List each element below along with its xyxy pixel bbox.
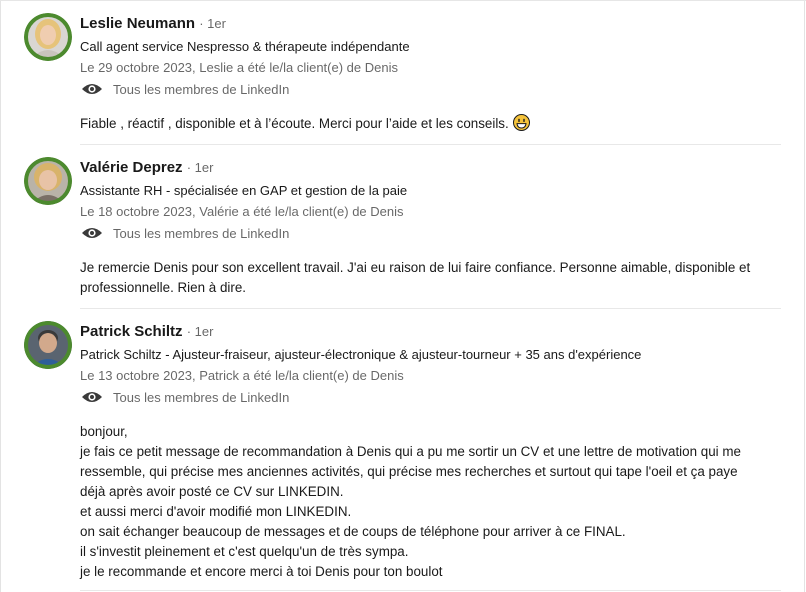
avatar[interactable] (24, 13, 72, 61)
item-divider (80, 308, 781, 309)
item-divider (80, 144, 781, 145)
visibility-label: Tous les membres de LinkedIn (113, 81, 290, 97)
visibility-label: Tous les membres de LinkedIn (113, 225, 290, 241)
avatar[interactable] (24, 157, 72, 205)
connection-degree: · 1er (186, 160, 214, 175)
member-headline: Call agent service Nespresso & thérapeute indépendante (80, 39, 410, 54)
member-headline: Patrick Schiltz - Ajusteur-fraiseur, ajusteur-électronique & ajusteur-tourneur + 35 ans d'expérience (80, 347, 642, 362)
avatar[interactable] (24, 321, 72, 369)
top-divider (0, 0, 806, 1)
item-divider (80, 590, 781, 591)
visibility-info (80, 223, 289, 243)
member-name[interactable]: Patrick Schiltz · 1er (80, 323, 214, 340)
recommendation-text: bonjour, je fais ce petit message de recommandation à Denis qui a pu me sortir un CV et une lettre de motivation qui me ressemble, qui précise mes anciennes activités, qui précise mes recherches et surtout qui tape l'oeil et ça paye déjà après avoir posté ce CV sur LINKEDIN. et aussi merci d'avoir modifié mon LINKEDIN. on sait échanger beaucoup de messages et de coups de téléphone pour arriver à ce FINAL. il s'investit pleinement et c'est quelqu'un de très sympa. je le recommande et encore merci à toi Denis pour ton boulot (80, 424, 741, 579)
eye-icon (80, 79, 104, 99)
recommendation-date: Le 29 octobre 2023, Leslie a été le/la client(e) de Denis (80, 60, 398, 75)
visibility-info (80, 79, 289, 99)
connection-degree: · 1er (186, 324, 214, 339)
recommendation-date: Le 18 octobre 2023, Valérie a été le/la client(e) de Denis (80, 204, 404, 219)
recommendation-date: Le 13 octobre 2023, Patrick a été le/la client(e) de Denis (80, 368, 404, 383)
member-name[interactable]: Leslie Neumann · 1er (80, 15, 226, 32)
visibility-label: Tous les membres de LinkedIn (113, 389, 290, 405)
eye-icon (80, 387, 104, 407)
member-name[interactable]: Valérie Deprez · 1er (80, 159, 214, 176)
recommendation-text: Fiable , réactif , disponible et à l’écoute. Merci pour l’aide et les conseils. (80, 114, 780, 134)
visibility-info (80, 387, 289, 407)
grinning-face-icon (513, 114, 530, 131)
recommendation-text: Je remercie Denis pour son excellent travail. J'ai eu raison de lui faire confiance. Personne aimable, disponible et professionnelle. Rien à dire. (80, 260, 751, 295)
member-headline: Assistante RH - spécialisée en GAP et gestion de la paie (80, 183, 408, 198)
eye-icon (80, 223, 104, 243)
connection-degree: · 1er (199, 16, 226, 31)
